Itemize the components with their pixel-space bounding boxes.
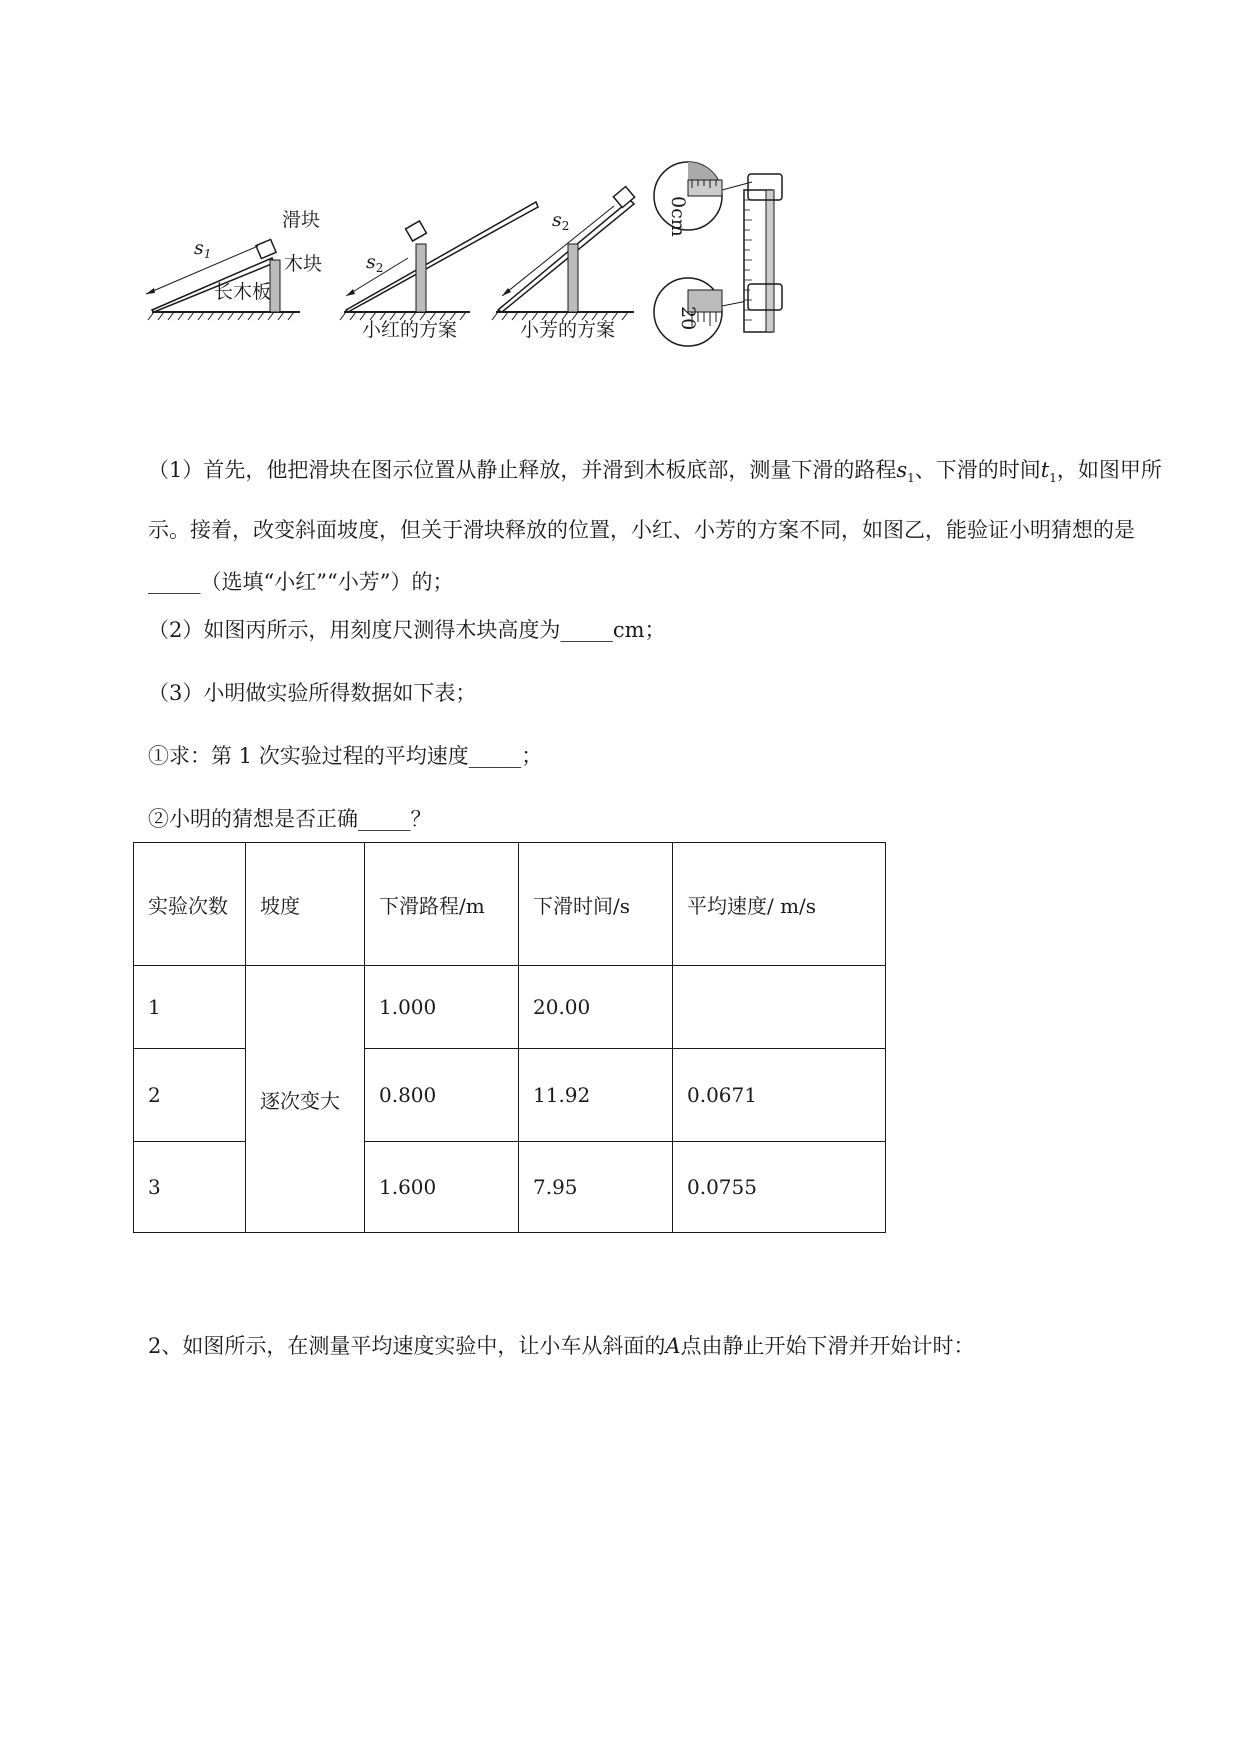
setup-xiaofang	[492, 186, 635, 341]
cell-trial: 3	[134, 1142, 246, 1233]
setup-jia	[146, 209, 322, 320]
question-1	[148, 444, 1168, 608]
q1-sep: 、下滑的时间	[914, 458, 1041, 482]
label-slider: 滑块	[282, 209, 321, 231]
label-s1: $s_1$	[194, 237, 212, 261]
q4-text-b: 点由静止开始下滑并开始计时：	[680, 1334, 975, 1358]
cell-slope-merged: 逐次变大	[246, 966, 365, 1233]
q1-s-sub: 1	[907, 471, 915, 486]
setup-ruler	[654, 162, 782, 346]
data-table	[133, 842, 886, 1233]
header-trial: 实验次数	[134, 843, 246, 966]
q4-point: A	[665, 1334, 681, 1358]
label-block: 木块	[284, 253, 323, 275]
label-s2-xiaofang: $s_2$	[552, 209, 570, 233]
question-3-1: ①求：第 1 次实验过程的平均速度_____；	[148, 744, 543, 768]
header-time: 下滑时间/s	[519, 843, 673, 966]
cell-speed	[673, 966, 886, 1049]
cell-time: 20.00	[519, 966, 673, 1049]
q1-s-var: s	[896, 458, 908, 482]
cell-time: 11.92	[519, 1049, 673, 1142]
table-row	[134, 966, 886, 1049]
q1-text-a: （1）首先，他把滑块在图示位置从静止释放，并滑到木板底部，测量下滑的路程	[148, 458, 897, 482]
setup-xiaohong	[340, 202, 538, 341]
cell-distance: 0.800	[365, 1049, 519, 1142]
ruler-top-reading: 0cm	[667, 196, 689, 237]
question-2: （2）如图丙所示，用刻度尺测得木块高度为_____cm；	[148, 618, 666, 642]
experiment-diagram	[140, 160, 900, 390]
q1-t-var: t	[1040, 458, 1050, 482]
cell-trial: 2	[134, 1049, 246, 1142]
question-3-2: ②小明的猜想是否正确_____？	[148, 807, 432, 831]
cell-speed: 0.0755	[673, 1142, 886, 1233]
header-speed: 平均速度/ m/s	[673, 843, 886, 966]
cell-distance: 1.000	[365, 966, 519, 1049]
table-header-row	[134, 843, 886, 966]
q1-t-sub: 1	[1049, 471, 1057, 486]
cell-trial: 1	[134, 966, 246, 1049]
cell-speed: 0.0671	[673, 1049, 886, 1142]
question-3: （3）小明做实验所得数据如下表；	[148, 681, 477, 705]
caption-xiaohong: 小红的方案	[362, 319, 458, 341]
experiment-figure	[140, 160, 900, 390]
cell-time: 7.95	[519, 1142, 673, 1233]
cell-distance: 1.600	[365, 1142, 519, 1233]
ruler-bottom-reading: 20	[677, 306, 699, 331]
q4-text-a: 2、如图所示，在测量平均速度实验中，让小车从斜面的	[148, 1334, 666, 1358]
q1-text-b: ，如图甲所示。接着，改变斜面坡度，但关于滑块释放的位置，小红、小芳的方案不同，如图乙，能验证小明猜想的是_____（选填“小红”“小芳”）的；	[148, 458, 1162, 595]
caption-xiaofang: 小芳的方案	[520, 319, 616, 341]
header-slope: 坡度	[246, 843, 365, 966]
label-s2-xiaohong: $s_2$	[366, 251, 384, 275]
header-distance: 下滑路程/m	[365, 843, 519, 966]
question-next	[148, 1320, 1168, 1372]
label-board: 长木板	[214, 281, 272, 303]
